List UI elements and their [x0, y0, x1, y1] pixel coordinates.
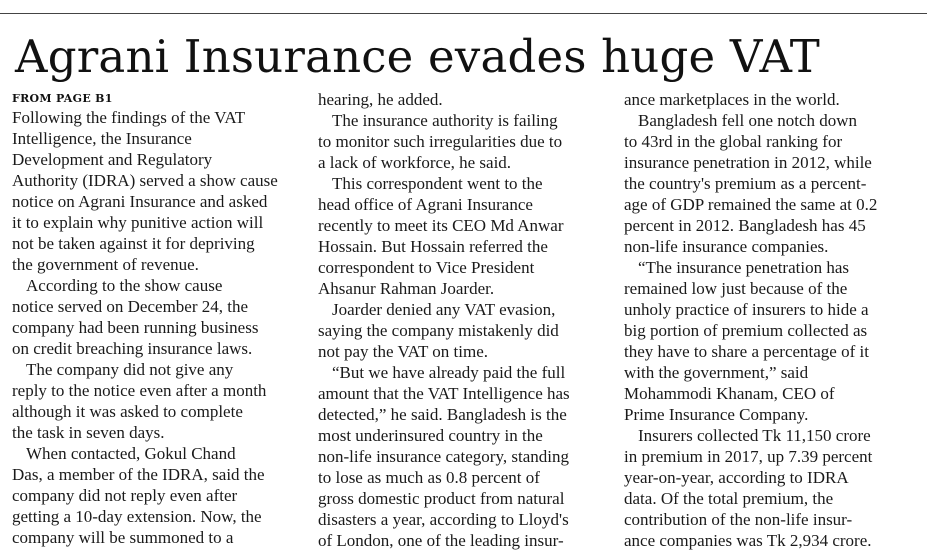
- paragraph: ance marketplaces in the world.: [624, 90, 840, 109]
- kicker-from-page: FROM PAGE B1: [12, 92, 113, 105]
- paragraph: Bangladesh fell one notch down to 43rd in the global ranking for insurance penetration in 2012, while the country's premium as a percent- age of GDP remained the same at 0.2 percent in 2012. Bangladesh has 45 non-life insurance companies.: [624, 111, 878, 256]
- paragraph: “But we have already paid the full amount that the VAT Intelligence has detected,” he said. Bangladesh is the most underinsured country in the non-life insurance category, standing to lose as much as 0.8 percent of gross domestic product from natural disasters a year, according to Lloyd's of London, one of the leading insur-: [318, 363, 570, 550]
- paragraph: This correspondent went to the head office of Agrani Insurance recently to meet its CEO Md Anwar Hossain. But Hossain referred the correspondent to Vice President Ahsanur Rahman Joarder.: [318, 174, 564, 298]
- paragraph: hearing, he added.: [318, 90, 443, 109]
- paragraph: Joarder denied any VAT evasion, saying the company mistakenly did not pay the VAT on time.: [318, 300, 559, 361]
- column-1: [12, 107, 300, 548]
- paragraph: When contacted, Gokul Chand Das, a member of the IDRA, said the company did not reply even after getting a 10-day extension. Now, the company will be summoned to a: [12, 444, 265, 547]
- headline: Agrani Insurance evades huge VAT: [15, 30, 820, 83]
- paragraph: “The insurance penetration has remained low just because of the unholy practice of insurers to hide a big portion of premium collected as they have to share a percentage of it with the government,” said Mohammodi Khanam, CEO of Prime Insurance Company.: [624, 258, 869, 424]
- paragraph: According to the show cause notice served on December 24, the company had been running business on credit breaching insurance laws.: [12, 276, 259, 358]
- paragraph: The insurance authority is failing to monitor such irregularities due to a lack of workforce, he said.: [318, 111, 563, 172]
- paragraph: Insurers collected Tk 11,150 crore in premium in 2017, up 7.39 percent year-on-year, according to IDRA data. Of the total premium, the contribution of the non-life insur- ance companies was Tk 2,934 crore.: [624, 426, 873, 550]
- paragraph: The company did not give any reply to the notice even after a month although it was asked to complete the task in seven days.: [12, 360, 267, 442]
- column-3: [624, 89, 912, 551]
- column-2: [318, 89, 606, 551]
- top-rule: [0, 13, 927, 14]
- paragraph: Following the findings of the VAT Intelligence, the Insurance Development and Regulatory Authority (IDRA) served a show cause notice on Agrani Insurance and asked it to explain why punitive action will not be taken against it for depriving the government of revenue.: [12, 108, 278, 274]
